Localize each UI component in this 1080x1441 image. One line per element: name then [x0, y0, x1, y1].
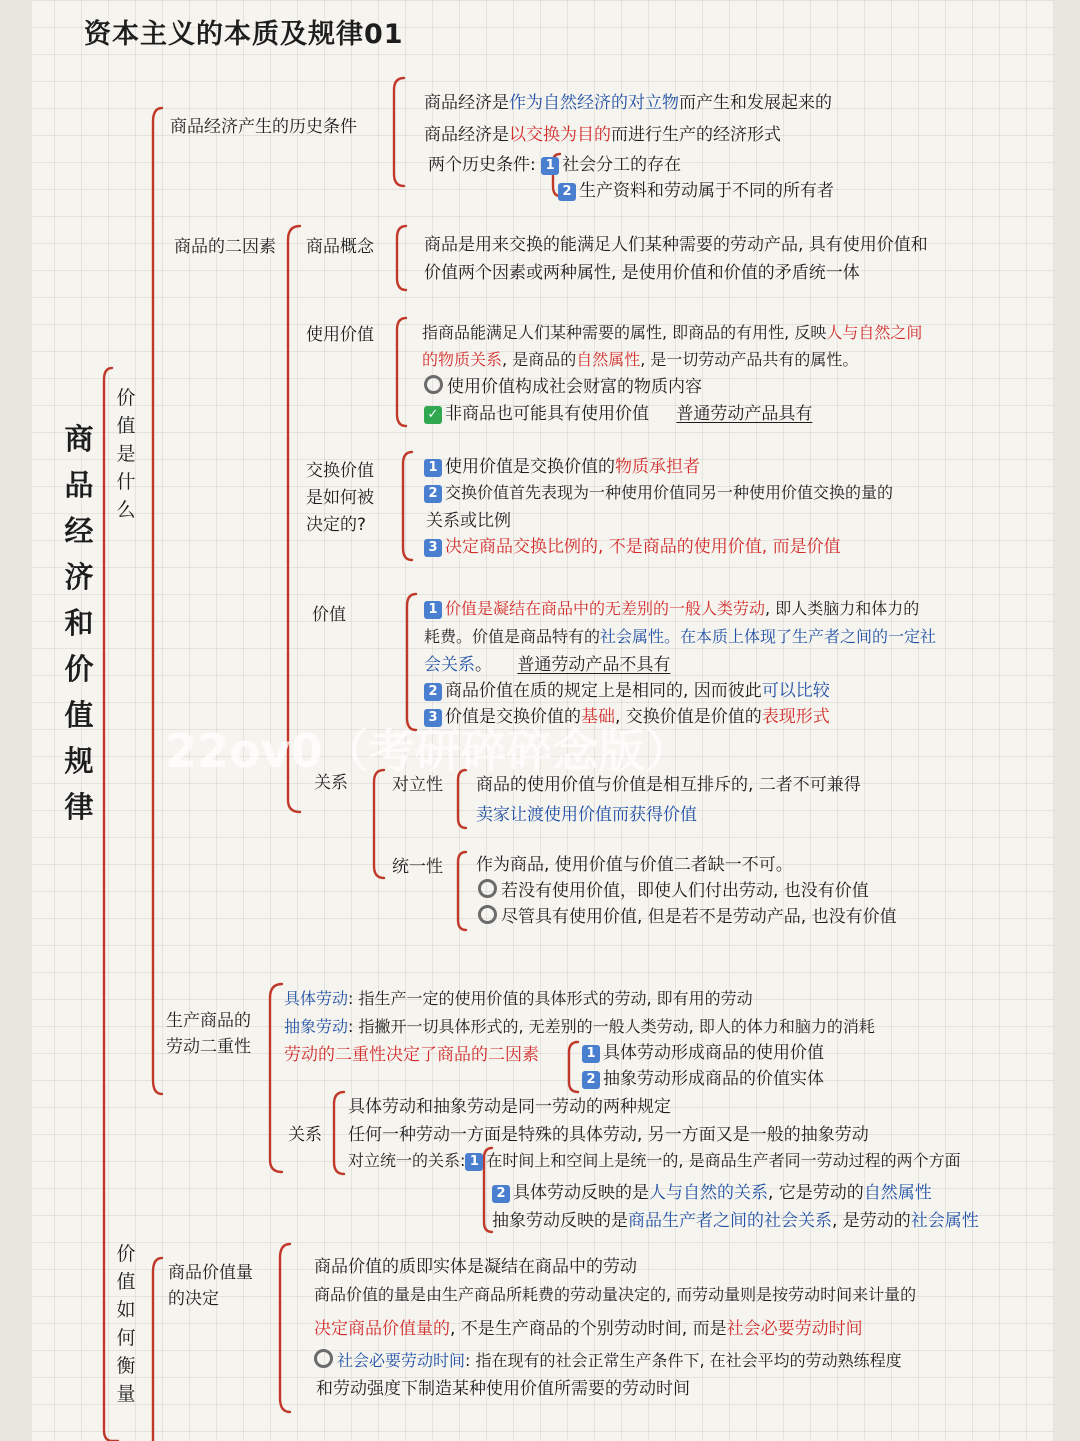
- node-relation-label: 关系: [314, 773, 348, 793]
- node-labor-label-1: 生产商品的: [166, 1011, 251, 1031]
- section-label-how-to-measure: 价值如何衡量: [116, 1243, 136, 1405]
- node-labor-relation-label: 关系: [288, 1125, 322, 1145]
- measure-line-3: 决定商品价值量的, 不是生产商品的个别劳动时间, 而是社会必要劳动时间: [314, 1319, 863, 1339]
- measure-line-2: 商品价值的量是由生产商品所耗费的劳动量决定的, 而劳动量则是按劳动时间来计量的: [314, 1285, 917, 1304]
- labor-rel-line-1: 具体劳动和抽象劳动是同一劳动的两种规定: [348, 1097, 671, 1117]
- bracket-labor-relation: [334, 1092, 344, 1174]
- bracket-labor: [270, 984, 282, 1172]
- labor-rel-line-3: 对立统一的关系: 1 在时间上和空间上是统一的, 是商品生产者同一劳动过程的两个方面: [348, 1151, 961, 1170]
- exchange-line-3: 关系或比例: [426, 511, 511, 531]
- number-3-icon: 3: [424, 709, 442, 727]
- bracket-relation: [374, 770, 384, 878]
- concept-line-2: 价值两个因素或两种属性, 是使用价值和价值的矛盾统一体: [424, 263, 860, 283]
- exchange-line-2: 2 交换价值首先表现为一种使用价值同另一种使用价值交换的量的: [424, 480, 893, 506]
- bracket-unity: [458, 852, 466, 930]
- number-1-icon: 1: [541, 157, 559, 175]
- labor-line-3y: 2 抽象劳动形成商品的价值实体: [582, 1066, 824, 1092]
- measure-line-1: 商品价值的质即实体是凝结在商品中的劳动: [314, 1257, 637, 1277]
- unity-line-1: 作为商品, 使用价值与价值二者缺一不可。: [476, 855, 793, 875]
- node-factors-label: 商品的二因素: [174, 237, 276, 257]
- value-line-2: 耗费。价值是商品特有的社会属性。在本质上体现了生产者之间的一定社: [424, 627, 937, 646]
- value-line-3: 会关系。 普通劳动产品不具有: [424, 655, 671, 675]
- number-1-icon: 1: [424, 601, 442, 619]
- measure-line-4: 社会必要劳动时间: 指在现有的社会正常生产条件下, 在社会平均的劳动熟练程度: [314, 1348, 902, 1374]
- main-topic: 商品经济和价值规律: [64, 422, 94, 824]
- section-label-what-is-value: 价值是什么: [116, 387, 136, 521]
- bracket-use-value: [397, 318, 406, 426]
- labor-rel-line-4: 2 具体劳动反映的是人与自然的关系, 它是劳动的自然属性: [492, 1180, 932, 1206]
- opposition-line-1: 商品的使用价值与价值是相互排斥的, 二者不可兼得: [476, 775, 861, 795]
- bracket-value: [407, 594, 416, 730]
- use-value-line-4: ✓ 非商品也可能具有使用价值 普通劳动产品具有: [424, 401, 812, 427]
- number-2-icon: 2: [492, 1185, 510, 1203]
- value-line-5: 3 价值是交换价值的基础, 交换价值是价值的表现形式: [424, 704, 830, 730]
- bracket-hist: [394, 78, 404, 186]
- use-value-line-2: 的物质关系, 是商品的自然属性, 是一切劳动产品共有的属性。: [422, 350, 859, 369]
- node-exchange-label-2: 是如何被: [306, 488, 374, 508]
- node-opposition-label: 对立性: [392, 775, 443, 795]
- labor-rel-line-2: 任何一种劳动一方面是特殊的具体劳动, 另一方面又是一般的抽象劳动: [348, 1125, 869, 1145]
- watermark: 22ov0（考研碎碎念版）: [165, 724, 691, 778]
- node-hist-label: 商品经济产生的历史条件: [170, 117, 357, 137]
- concept-line-1: 商品是用来交换的能满足人们某种需要的劳动产品, 具有使用价值和: [424, 235, 928, 255]
- bracket-labor-twofold: [569, 1042, 578, 1092]
- measure-line-5: 和劳动强度下制造某种使用价值所需要的劳动时间: [316, 1379, 690, 1399]
- node-labor-label-2: 劳动二重性: [166, 1037, 251, 1057]
- node-unity-label: 统一性: [392, 857, 443, 877]
- node-concept-label: 商品概念: [306, 237, 374, 257]
- circle-bullet-icon: [424, 375, 443, 394]
- exchange-line-1: 1 使用价值是交换价值的物质承担者: [424, 454, 700, 480]
- opposition-line-2: 卖家让渡使用价值而获得价值: [476, 805, 697, 825]
- node-value-label: 价值: [312, 605, 346, 625]
- node-measure-label-1: 商品价值量: [168, 1263, 253, 1283]
- labor-line-3x: 1 具体劳动形成商品的使用价值: [582, 1040, 824, 1066]
- labor-line-3: 劳动的二重性决定了商品的二因素: [284, 1045, 539, 1065]
- bracket-concept: [397, 226, 406, 290]
- node-exchange-label-3: 决定的?: [306, 515, 367, 535]
- hist-line-4: 2 生产资料和劳动属于不同的所有者: [558, 178, 834, 204]
- bracket-section2: [153, 1258, 162, 1441]
- number-2-icon: 2: [424, 683, 442, 701]
- use-value-line-1: 指商品能满足人们某种需要的属性, 即商品的有用性, 反映人与自然之间: [422, 323, 923, 342]
- unity-line-2: 若没有使用价值，即使人们付出劳动, 也没有价值: [478, 878, 869, 904]
- number-2-icon: 2: [424, 485, 442, 503]
- labor-line-1: 具体劳动: 指生产一定的使用价值的具体形式的劳动, 即有用的劳动: [284, 989, 753, 1008]
- node-exchange-label-1: 交换价值: [306, 461, 374, 481]
- use-value-line-3: 使用价值构成社会财富的物质内容: [424, 374, 702, 400]
- number-1-icon: 1: [424, 459, 442, 477]
- bracket-measure: [280, 1244, 290, 1412]
- node-use-value-label: 使用价值: [306, 325, 374, 345]
- circle-bullet-icon: [478, 879, 497, 898]
- hist-line-1: 商品经济是作为自然经济的对立物而产生和发展起来的: [424, 93, 832, 113]
- number-2-icon: 2: [558, 183, 576, 201]
- circle-bullet-icon: [314, 1349, 333, 1368]
- hist-line-2: 商品经济是以交换为目的而进行生产的经济形式: [424, 125, 781, 145]
- exchange-line-4: 3 决定商品交换比例的, 不是商品的使用价值, 而是价值: [424, 534, 841, 560]
- node-measure-label-2: 的决定: [168, 1289, 219, 1309]
- value-line-1: 1 价值是凝结在商品中的无差别的一般人类劳动, 即人类脑力和体力的: [424, 596, 919, 622]
- number-3-icon: 3: [424, 539, 442, 557]
- number-1-icon: 1: [465, 1153, 483, 1171]
- circle-bullet-icon: [478, 905, 497, 924]
- labor-rel-line-5: 抽象劳动反映的是商品生产者之间的社会关系, 是劳动的社会属性: [492, 1211, 979, 1231]
- labor-line-2: 抽象劳动: 指撇开一切具体形式的, 无差别的一般人类劳动, 即人的体力和脑力的消耗: [284, 1017, 875, 1036]
- hist-line-3: 两个历史条件: 1 社会分工的存在: [428, 155, 682, 175]
- number-2-icon: 2: [582, 1071, 600, 1089]
- check-icon: ✓: [424, 406, 442, 424]
- value-line-4: 2 商品价值在质的规定上是相同的, 因而彼此可以比较: [424, 678, 830, 704]
- number-1-icon: 1: [582, 1045, 600, 1063]
- unity-line-3: 尽管具有使用价值, 但是若不是劳动产品, 也没有价值: [478, 904, 897, 930]
- page-title: 资本主义的本质及规律01: [84, 19, 404, 50]
- bracket-section1: [153, 108, 162, 1094]
- bracket-exchange: [403, 452, 412, 560]
